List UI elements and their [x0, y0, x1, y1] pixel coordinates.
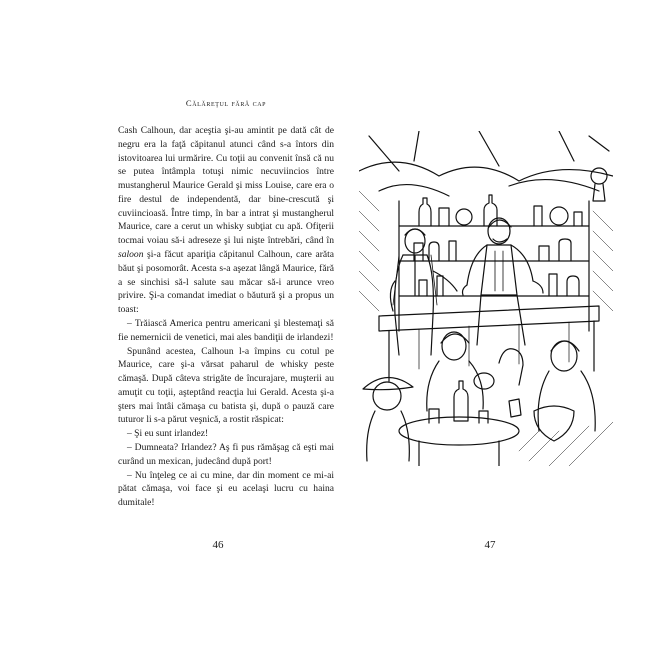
paragraph-6: – Nu înţeleg ce ai cu mine, dar din moment ce mi-ai pătat cămaşa, voi face şi eu acelaşi lucru cu haina dumitale!	[118, 469, 334, 509]
italic-word: saloon	[118, 249, 144, 261]
page-number-left: 46	[212, 539, 224, 551]
table-with-glasses	[399, 381, 574, 466]
man-at-bar	[390, 229, 457, 355]
body-text	[118, 124, 334, 510]
saloon-illustration	[359, 131, 613, 466]
ceiling-decor	[359, 131, 613, 201]
paragraph-5: – Dumneata? Irlandez? Aş fi pus rămăşag că eşti mai curând un mexican, judecând după port!	[118, 441, 334, 467]
paragraph-3: Spunând acestea, Calhoun l-a împins cu cotul pe Maurice, care şi-a vărsat paharul de whisky peste cămaşă. După câteva strigăte de încurajare, muşterii au amuţit cu toţii, aşteptând reacţia lui Gerald. Acesta şi-a şters mai întâi cămaşa cu batista şi, după o pauză care tuturor li s-a părut veşnică, a rostit răspicat:	[118, 345, 334, 426]
seated-patrons	[363, 332, 595, 461]
hatching	[359, 191, 613, 466]
paragraph-4: – Şi eu sunt irlandez!	[127, 428, 209, 440]
saloon-drawing	[359, 131, 613, 466]
bar-counter	[379, 306, 599, 381]
page-number-right: 47	[484, 539, 496, 551]
running-head: Călăreţul fără cap	[185, 98, 267, 108]
paragraph-1: Cash Calhoun, dar aceştia şi-au amintit pe dată cât de negru era la faţă căpitanul atunci când s-a întors din istovitoarea lui urmărire. Cu toţii au convenit însă că nu se putea întâmpla totuşi nimic necuviincios între mustangherul Maurice Gerald şi miss Louise, care era o fire destul de independentă, dar bine-crescută şi cuviincioasă. Între timp, în bar a intrat şi mustangherul Maurice, care a cerut un whisky subţiat cu apă. Ofiţerii tocmai voiau să-i adreseze şi lui nişte întrebări, când în saloon şi-a făcut apariţia căpitanul Calhoun, care arăta băut şi posomorât. Acesta s-a aşezat lângă Maurice, fără a se sinchisi să-l salute sau măcar să-i arunce vreo privire. Şi-a comandat imediat o băutură şi a propus un toast:	[118, 125, 334, 316]
paragraph-2: – Trăiască America pentru americani şi blestemaţi să fie nemernicii de venetici, mai ales bandiţii de irlandezi!	[118, 317, 334, 343]
